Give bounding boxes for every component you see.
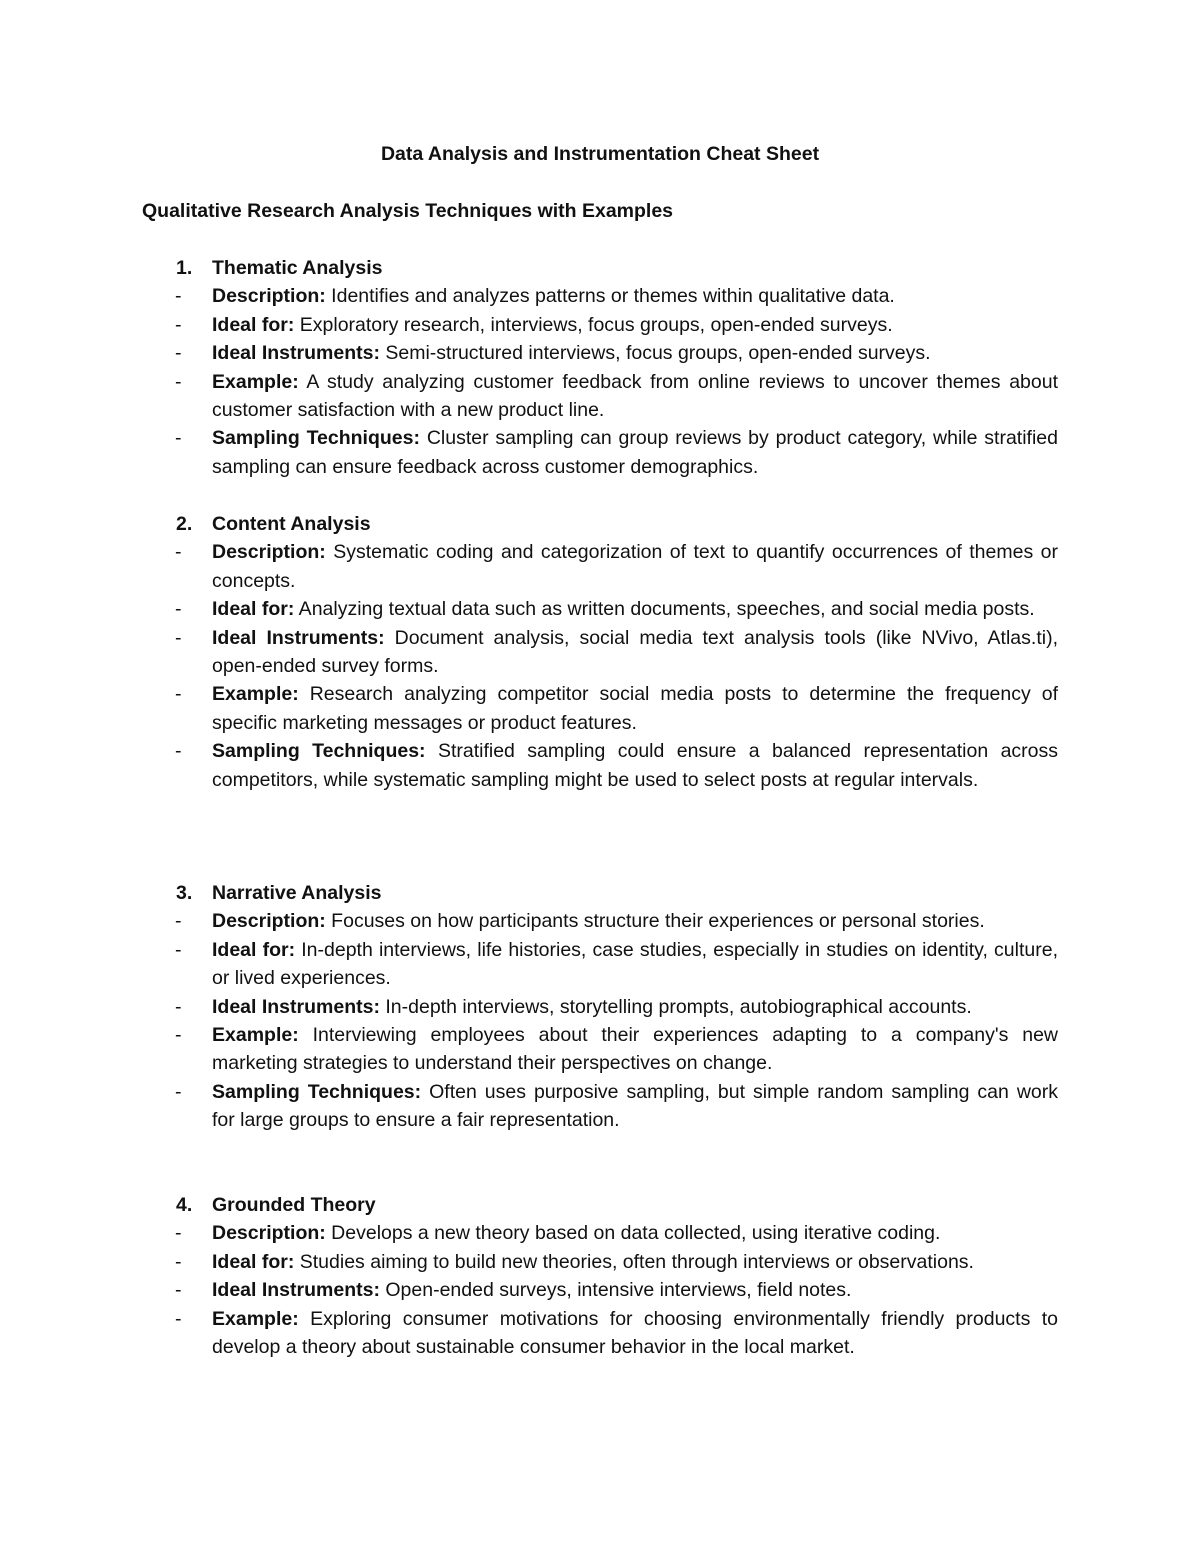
document-title: Data Analysis and Instrumentation Cheat Sheet xyxy=(380,143,820,165)
item-text: Exploring consumer motivations for choosing environmentally friendly products to develop a theory about sustainable consumer behavior in the local market. xyxy=(212,1307,1058,1359)
technique-name: Narrative Analysis xyxy=(212,882,382,904)
technique-number: 1. xyxy=(176,257,193,279)
list-item: - Sampling Techniques: Cluster sampling can group reviews by product category, while stratified sampling can ensure feedback across customer demographics. xyxy=(175,427,1059,478)
item-label: Sampling Techniques: xyxy=(212,427,420,450)
item-label: Ideal Instruments: xyxy=(212,995,380,1018)
list-item: - Ideal Instruments: In-depth interviews, storytelling prompts, autobiographical accounts. xyxy=(175,995,972,1018)
item-text: Identifies and analyzes patterns or themes within qualitative data. xyxy=(325,285,895,308)
item-label: Ideal Instruments: xyxy=(212,626,385,649)
item-label: Sampling Techniques: xyxy=(212,740,426,763)
item-text: In-depth interviews, life histories, case studies, especially in studies on identity, culture, or lived experiences. xyxy=(212,938,1058,990)
item-label: Example: xyxy=(212,1024,299,1047)
item-label: Sampling Techniques: xyxy=(212,1080,422,1103)
list-item: - Description: Develops a new theory based on data collected, using iterative coding. xyxy=(175,1222,941,1245)
technique-name: Grounded Theory xyxy=(212,1194,376,1216)
item-text: Often uses purposive sampling, but simple random sampling can work for large groups to ensure a fair representation. xyxy=(212,1080,1058,1132)
item-text: Document analysis, social media text analysis tools (like NVivo, Atlas.ti), open-ended survey forms. xyxy=(212,626,1058,678)
list-item: - Description: Systematic coding and categorization of text to quantify occurrences of themes or concepts. xyxy=(175,541,1058,592)
item-text: Exploratory research, interviews, focus groups, open-ended surveys. xyxy=(294,313,893,336)
item-label: Description: xyxy=(212,1222,326,1245)
list-item: - Ideal for: Exploratory research, interviews, focus groups, open-ended surveys. xyxy=(175,313,893,336)
item-label: Description: xyxy=(212,910,326,933)
item-text: Studies aiming to build new theories, often through interviews or observations. xyxy=(294,1250,974,1273)
list-item: - Description: Identifies and analyzes patterns or themes within qualitative data. xyxy=(175,285,895,308)
list-item: - Ideal Instruments: Document analysis, social media text analysis tools (like NVivo, Atlas.ti), open-ended survey forms. xyxy=(175,626,1058,678)
list-item: - Example: Research analyzing competitor social media posts to determine the frequency of specific marketing messages or product features. xyxy=(175,683,1058,734)
item-text: Focuses on how participants structure their experiences or personal stories. xyxy=(325,910,985,933)
item-text: Semi-structured interviews, focus groups, open-ended surveys. xyxy=(379,342,931,365)
technique-content-analysis xyxy=(142,510,1058,794)
item-label: Ideal Instruments: xyxy=(212,342,380,365)
item-label: Ideal Instruments: xyxy=(212,1279,380,1302)
technique-number: 4. xyxy=(176,1194,193,1216)
item-label: Description: xyxy=(212,541,326,564)
item-label: Example: xyxy=(212,370,299,393)
technique-number: 2. xyxy=(176,513,193,535)
list-item: - Example: Exploring consumer motivations for choosing environmentally friendly products to develop a theory about sustainable consumer behavior in the local market. xyxy=(175,1307,1058,1359)
item-text: Analyzing textual data such as written documents, speeches, and social media posts. xyxy=(294,598,1035,621)
item-text: Open-ended surveys, intensive interviews, field notes. xyxy=(379,1279,852,1302)
item-text: Interviewing employees about their experiences adapting to a company's new marketing strategies to understand their perspectives on change. xyxy=(212,1024,1058,1075)
item-label: Ideal for: xyxy=(212,938,296,961)
list-item: - Ideal for: In-depth interviews, life histories, case studies, especially in studies on identity, culture, or lived experiences. xyxy=(175,938,1058,990)
technique-narrative-analysis xyxy=(142,879,1058,1135)
item-text: Systematic coding and categorization of text to quantify occurrences of themes or concepts. xyxy=(212,541,1058,592)
list-item: - Ideal Instruments: Open-ended surveys, intensive interviews, field notes. xyxy=(175,1279,852,1302)
item-text: Stratified sampling could ensure a balanced representation across competitors, while systematic sampling might be used to select posts at regular intervals. xyxy=(212,740,1059,791)
item-label: Example: xyxy=(212,683,299,706)
list-item: - Sampling Techniques: Often uses purposive sampling, but simple random sampling can work for large groups to ensure a fair representation. xyxy=(175,1080,1058,1132)
list-item: - Ideal for: Studies aiming to build new theories, often through interviews or observations. xyxy=(175,1250,974,1273)
item-label: Ideal for: xyxy=(212,598,295,621)
item-label: Example: xyxy=(212,1307,299,1330)
technique-thematic-analysis xyxy=(142,254,1058,481)
item-text: Research analyzing competitor social media posts to determine the frequency of specific marketing messages or product features. xyxy=(212,683,1058,734)
list-item: - Sampling Techniques: Stratified sampling could ensure a balanced representation across competitors, while systematic sampling might be used to select posts at regular intervals. xyxy=(175,740,1059,791)
list-item: - Example: A study analyzing customer feedback from online reviews to uncover themes about customer satisfaction with a new product line. xyxy=(175,370,1058,422)
list-item: - Ideal Instruments: Semi-structured interviews, focus groups, open-ended surveys. xyxy=(175,342,931,365)
item-text: Develops a new theory based on data collected, using iterative coding. xyxy=(325,1222,941,1245)
technique-number: 3. xyxy=(176,882,193,904)
item-label: Ideal for: xyxy=(212,1250,295,1273)
item-label: Ideal for: xyxy=(212,313,295,336)
item-label: Description: xyxy=(212,285,326,308)
list-item: - Description: Focuses on how participants structure their experiences or personal stories. xyxy=(175,910,985,933)
technique-name: Content Analysis xyxy=(212,513,371,535)
list-item: - Example: Interviewing employees about their experiences adapting to a company's new marketing strategies to understand their perspectives on change. xyxy=(175,1024,1058,1075)
section-heading: Qualitative Research Analysis Techniques with Examples xyxy=(142,200,674,222)
item-text: A study analyzing customer feedback from online reviews to uncover themes about customer satisfaction with a new product line. xyxy=(212,370,1058,422)
item-text: Cluster sampling can group reviews by product category, while stratified sampling can ensure feedback across customer demographics. xyxy=(212,427,1059,478)
list-item: - Ideal for: Analyzing textual data such as written documents, speeches, and social media posts. xyxy=(175,598,1035,621)
item-text: In-depth interviews, storytelling prompts, autobiographical accounts. xyxy=(379,995,972,1018)
technique-name: Thematic Analysis xyxy=(212,257,383,279)
technique-grounded-theory xyxy=(142,1191,1058,1361)
